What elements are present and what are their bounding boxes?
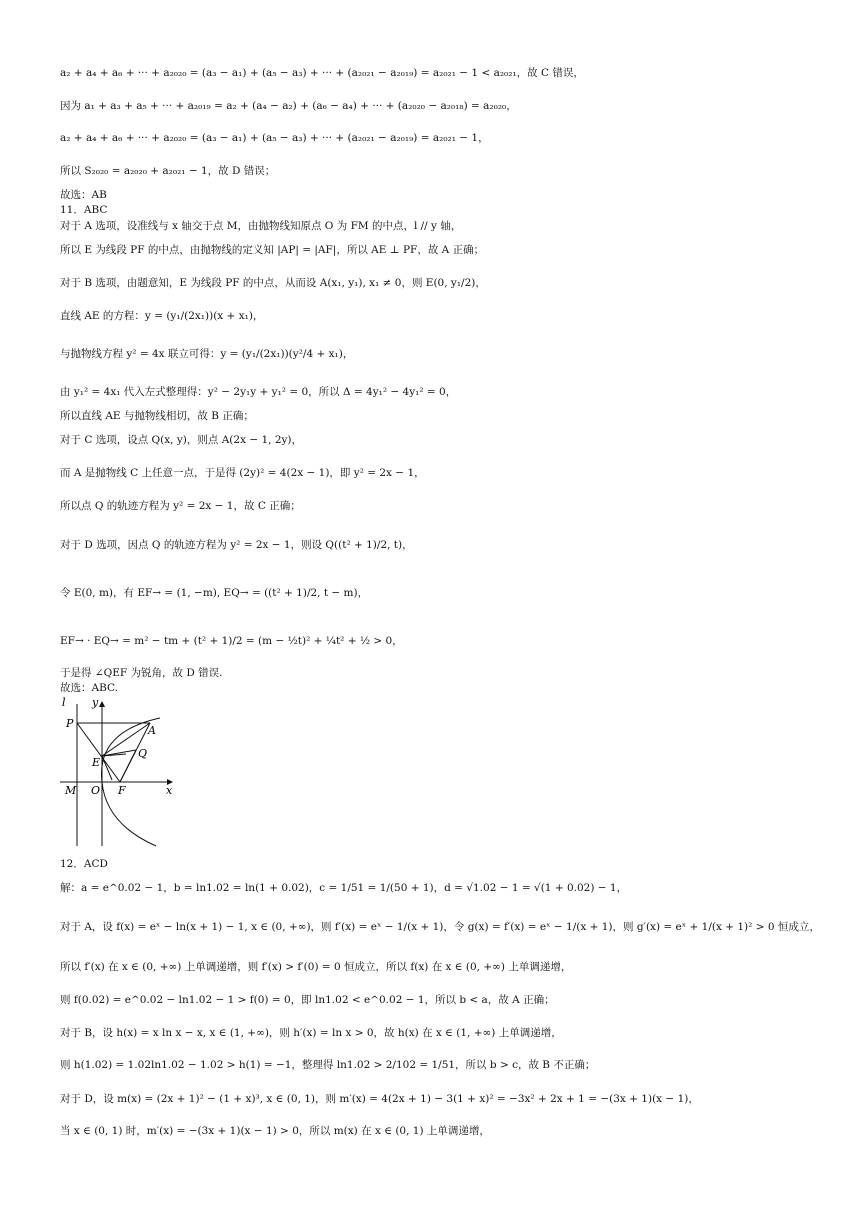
text-line: 则 h(1.02) = 1.02ln1.02 − 1.02 > h(1) = −1，整理得 ln1.02 > 2/102 = 1/51，所以 b > c，故 B 不正确； (60, 1059, 596, 1071)
text-line: 故选：ABC. (60, 682, 118, 694)
text-line: 因为 a₁ + a₃ + a₅ + ··· + a₂₀₁₉ = a₂ + (a₄ − a₂) + (a₆ − a₄) + ··· + (a₂₀₂₀ − a₂₀₁₈) = a₂₀₂₀， (60, 100, 517, 112)
text-line: 所以 E 为线段 PF 的中点，由抛物线的定义知 |AP| = |AF|，所以 AE ⊥ PF，故 A 正确； (60, 244, 485, 256)
text-line: 所以直线 AE 与抛物线相切，故 B 正确； (60, 410, 254, 422)
label-O: O (91, 784, 101, 797)
text-line: a₂ + a₄ + a₆ + ··· + a₂₀₂₀ = (a₃ − a₁) + (a₅ − a₃) + ··· + (a₂₀₂₁ − a₂₀₁₉) = a₂₀₂₁ − 1， (60, 132, 489, 144)
text-line: 对于 A，设 f(x) = eˣ − ln(x + 1) − 1, x ∈ (0, +∞)，则 f′(x) = eˣ − 1/(x + 1)，令 g(x) = f′(x) = eˣ − 1/(x + 1)，则 g′(x) = eˣ + 1/(x + 1)² > 0 恒成立， (60, 921, 820, 933)
label-P: P (66, 717, 74, 730)
label-l: l (62, 696, 66, 709)
label-Q: Q (138, 747, 148, 760)
text-line: 于是得 ∠QEF 为锐角，故 D 错误. (60, 667, 223, 679)
text-line: 所以 S₂₀₂₀ = a₂₀₂₀ + a₂₀₂₁ − 1，故 D 错误； (60, 165, 276, 177)
text-line: 故选：AB (60, 189, 107, 201)
label-y: y (92, 696, 99, 709)
label-x: x (166, 784, 173, 797)
text-line: 当 x ∈ (0, 1) 时，m′(x) = −(3x + 1)(x − 1) > 0，所以 m(x) 在 x ∈ (0, 1) 上单调递增， (60, 1125, 490, 1137)
text-line: 由 y₁² = 4x₁ 代入左式整理得：y² − 2y₁y + y₁² = 0，所以 Δ = 4y₁² − 4y₁² = 0， (60, 386, 457, 398)
text-line: 则 f(0.02) = e^0.02 − ln1.02 − 1 > f(0) = 0，即 ln1.02 < e^0.02 − 1，所以 b < a，故 A 正确； (60, 994, 555, 1006)
text-line: 与抛物线方程 y² = 4x 联立可得：y = (y₁/(2x₁))(y²/4 + x₁)， (60, 348, 354, 360)
text-line: EF→ · EQ→ = m² − tm + (t² + 1)/2 = (m − ½t)² + ¼t² + ½ > 0， (60, 635, 403, 647)
text-line: 对于 A 选项，设准线与 x 轴交于点 M，由抛物线知原点 O 为 FM 的中点，l // y 轴， (60, 220, 462, 232)
text-line: a₂ + a₄ + a₆ + ··· + a₂₀₂₀ = (a₃ − a₁) + (a₅ − a₃) + ··· + (a₂₀₂₁ − a₂₀₁₉) = a₂₀₂₁ − 1 < a₂₀₂₁，故 C 错误， (60, 67, 584, 79)
label-F: F (118, 784, 126, 797)
text-line: 对于 B 选项，由题意知，E 为线段 PF 的中点，从而设 A(x₁, y₁), x₁ ≠ 0，则 E(0, y₁/2)， (60, 277, 486, 289)
label-A: A (148, 724, 156, 737)
text-line: 而 A 是抛物线 C 上任意一点，于是得 (2y)² = 4(2x − 1)，即 y² = 2x − 1， (60, 467, 425, 479)
label-E: E (92, 756, 101, 769)
text-line: 解：a = e^0.02 − 1，b = ln1.02 = ln(1 + 0.02)，c = 1/51 = 1/(50 + 1)，d = √1.02 − 1 = √(1 + 0.02) − 1， (60, 882, 628, 894)
text-line: 11．ABC (60, 204, 108, 216)
text-line: 对于 C 选项，设点 Q(x, y)，则点 A(2x − 1, 2y)， (60, 434, 303, 446)
text-line: 对于 B，设 h(x) = x ln x − x, x ∈ (1, +∞)，则 h′(x) = ln x > 0，故 h(x) 在 x ∈ (1, +∞) 上单调递增， (60, 1027, 562, 1039)
parabola-diagram (56, 694, 184, 848)
text-line: 直线 AE 的方程：y = (y₁/(2x₁))(x + x₁)， (60, 310, 264, 322)
parabola-figure (56, 694, 184, 848)
label-M: M (65, 784, 77, 797)
segment-EF (102, 756, 112, 780)
text-line: 所以 f′(x) 在 x ∈ (0, +∞) 上单调递增，则 f′(x) > f′(0) = 0 恒成立，所以 f(x) 在 x ∈ (0, +∞) 上单调递增， (60, 961, 572, 973)
text-line: 令 E(0, m)，有 EF→ = (1, −m), EQ→ = ((t² + 1)/2, t − m)， (60, 587, 369, 599)
text-line: 对于 D 选项，因点 Q 的轨迹方程为 y² = 2x − 1，则设 Q((t² + 1)/2, t)， (60, 539, 413, 551)
segment-PF (77, 723, 120, 782)
text-line: 所以点 Q 的轨迹方程为 y² = 2x − 1，故 C 正确； (60, 500, 301, 512)
text-line: 对于 D，设 m(x) = (2x + 1)² − (1 + x)³, x ∈ (0, 1)，则 m′(x) = 4(2x + 1) − 3(1 + x)² = −3x² + 2x + 1 = −(3x + 1)(x − 1)， (60, 1093, 699, 1105)
text-line: 12．ACD (60, 858, 108, 870)
